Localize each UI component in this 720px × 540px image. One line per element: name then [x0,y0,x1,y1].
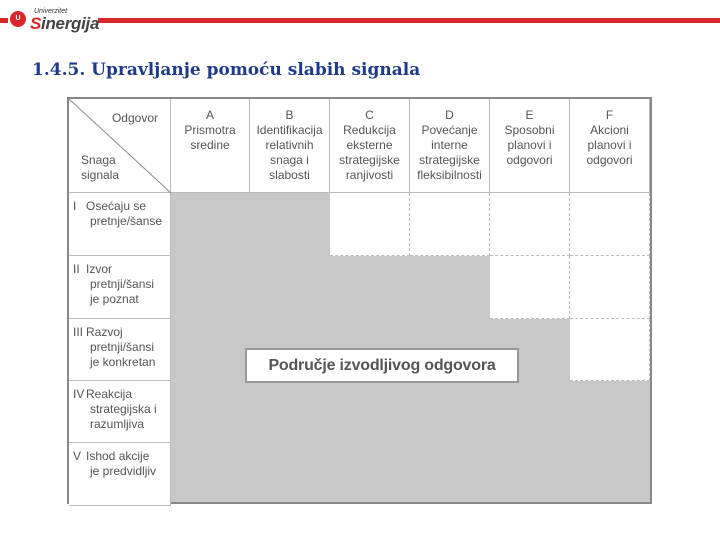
row-label-1 [69,193,171,256]
row-label-line: pretnji/šansi [90,340,155,354]
column-header-line: Akcioni [590,123,629,137]
row-number: I [73,199,77,213]
row-number: II [73,262,80,276]
column-header-line: Povećanje [421,123,478,137]
column-header-line: snaga i [270,153,309,167]
row-label-line: je predvidljiv [90,464,157,478]
logo-subtitle: Univerzitet [34,8,68,15]
column-header-line: eksterne [346,138,393,152]
row-number: III [73,325,84,339]
column-header-line: planovi i [587,138,632,152]
column-header-line: odgovori [586,153,633,167]
row-label-line: pretnje/šanse [90,214,163,228]
column-header-f [570,99,650,193]
feasible-response-area-label: Područje izvodljivog odgovora [245,348,519,383]
row-number: V [73,449,82,463]
corner-label-response: Odgovor [111,111,158,125]
row-label-line: pretnji/šansi [90,277,155,291]
column-header-line: D [445,108,454,122]
row-label-line: Reakcija [86,387,133,401]
column-header-e [490,99,570,193]
column-header-line: B [285,108,294,122]
row-label-line: Osećaju se [86,199,147,213]
row-label-5 [69,443,171,506]
column-header-line: strategijske [419,153,480,167]
column-header-c [330,99,410,193]
logo-name: Sinergija [30,14,100,33]
corner-label-signal-strength: Snaga signala [81,153,120,182]
column-header-a [171,99,250,193]
matrix-cell-empty [330,193,410,256]
row-number: IV [73,387,85,401]
logo-mark-icon: U [10,11,26,27]
column-header-line: F [605,108,614,122]
column-header-line: E [525,108,534,122]
matrix-cell-empty [410,193,490,256]
column-header-line: Prismotra [184,123,236,137]
column-header-line: slabosti [269,168,310,182]
slide-title: 1.4.5. Upravljanje pomoću slabih signala [32,60,421,80]
column-header-line: relativnih [265,138,314,152]
column-header-line: odgovori [506,153,553,167]
row-label-line: Razvoj [86,325,123,339]
column-header-line: planovi i [507,138,552,152]
university-logo [8,6,98,34]
row-label-line: Izvor [86,262,113,276]
row-label-3 [69,319,171,381]
column-header-line: fleksibilnosti [417,168,482,182]
column-header-line: sredine [190,138,230,152]
row-label-line: Ishod akcije [86,449,150,463]
row-label-line: razumljiva [90,417,145,431]
matrix-cell-empty [570,319,650,381]
column-header-line: A [205,108,214,122]
matrix-cell-empty [490,193,570,256]
column-header-line: strategijske [339,153,400,167]
column-header-line: Sposobni [504,123,555,137]
weak-signals-matrix [67,97,652,504]
matrix-cell-empty [490,256,570,319]
column-header-line: C [365,108,374,122]
header-red-line [0,18,720,23]
matrix-cell-empty [570,256,650,319]
column-header-line: interne [431,138,468,152]
row-label-line: je poznat [90,292,139,306]
corner-cell [69,99,171,193]
matrix-cell-empty [570,193,650,256]
row-label-line: je konkretan [90,355,156,369]
column-header-b [250,99,330,193]
column-header-line: Redukcija [343,123,396,137]
row-label-4 [69,381,171,443]
column-header-d [410,99,490,193]
column-header-line: ranjivosti [345,168,394,182]
row-label-2 [69,256,171,319]
column-header-line: Identifikacija [256,123,323,137]
row-label-line: strategijska i [90,402,157,416]
